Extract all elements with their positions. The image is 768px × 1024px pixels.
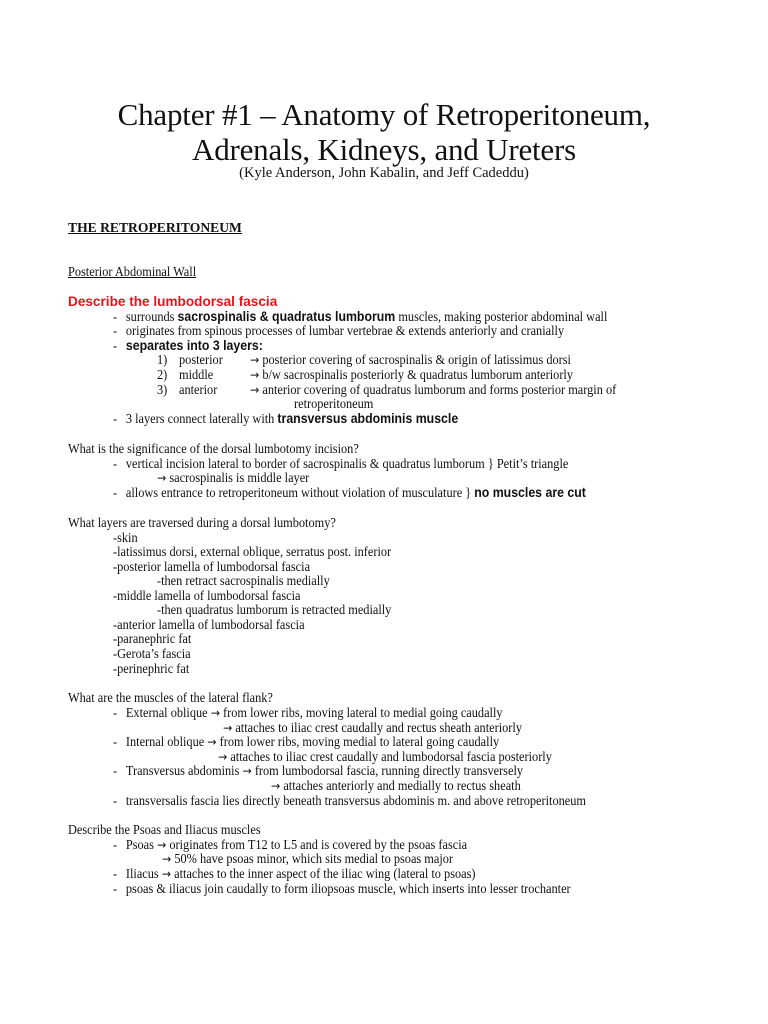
arrow-icon: → xyxy=(242,764,252,778)
arrow-icon: → xyxy=(210,706,220,720)
layer-number: 2) xyxy=(157,367,168,382)
layer-description: → anterior covering of quadratus lumborum and forms posterior margin of xyxy=(250,382,617,397)
arrow-icon: → xyxy=(218,750,228,764)
layer-item: -anterior lamella of lumbodorsal fascia xyxy=(113,617,305,632)
layer-description: → posterior covering of sacrospinalis & origin of latissimus dorsi xyxy=(250,352,571,367)
layer-number: 3) xyxy=(157,382,168,397)
question-layers-traversed: What layers are traversed during a dorsal lumbotomy? xyxy=(68,515,336,530)
arrow-icon: → xyxy=(161,867,172,881)
bullet-line: - 3 layers connect laterally with transversus abdominis muscle xyxy=(113,411,459,426)
bullet-line: - Iliacus → attaches to the inner aspect of the iliac wing (lateral to psoas) xyxy=(113,866,476,881)
question-lumbodorsal-fascia: Describe the lumbodorsal fascia xyxy=(68,294,278,309)
arrow-icon: → xyxy=(207,735,217,749)
layer-item: -latissimus dorsi, external oblique, serratus post. inferior xyxy=(113,544,392,559)
arrow-icon: → xyxy=(157,471,167,485)
bullet-line: - Transversus abdominis → from lumbodorsal fascia, running directly transversely xyxy=(113,763,524,778)
question-psoas-iliacus: Describe the Psoas and Iliacus muscles xyxy=(68,822,261,837)
subsection-heading: Posterior Abdominal Wall xyxy=(68,264,197,279)
layer-item: -middle lamella of lumbodorsal fascia xyxy=(113,588,301,603)
arrow-icon: → xyxy=(162,852,172,866)
section-heading: THE RETROPERITONEUM xyxy=(68,220,242,235)
arrow-icon: → xyxy=(250,383,260,397)
sub-arrow-line: → 50% have psoas minor, which sits medial to psoas major xyxy=(162,851,454,866)
bullet-line: - Internal oblique → from lower ribs, moving medial to lateral going caudally xyxy=(113,734,500,749)
sub-arrow-line: → attaches to iliac crest caudally and rectus sheath anteriorly xyxy=(223,720,522,735)
arrow-icon: → xyxy=(223,721,233,735)
arrow-icon: → xyxy=(157,838,167,852)
layer-name: posterior xyxy=(179,352,223,367)
arrow-icon: → xyxy=(271,779,281,793)
layer-name: anterior xyxy=(179,382,218,397)
bullet-line: - surrounds sacrospinalis & quadratus lumborum muscles, making posterior abdominal wall xyxy=(113,309,608,324)
layer-description-continued: retroperitoneum xyxy=(294,396,374,411)
layer-description: → b/w sacrospinalis posteriorly & quadratus lumborum anteriorly xyxy=(250,367,574,382)
bullet-line: - originates from spinous processes of lumbar vertebrae & extends anteriorly and cranially xyxy=(113,323,565,338)
chapter-title-line-2: Adrenals, Kidneys, and Ureters xyxy=(192,132,576,167)
layer-item: -skin xyxy=(113,530,138,545)
layer-item: -Gerota’s fascia xyxy=(113,646,191,661)
bullet-line: - transversalis fascia lies directly beneath transversus abdominis m. and above retroperitoneum xyxy=(113,793,587,808)
bullet-line: - allows entrance to retroperitoneum without violation of musculature } no muscles are cut xyxy=(113,485,586,500)
question-lateral-flank: What are the muscles of the lateral flank? xyxy=(68,690,273,705)
bullet-line: - External oblique → from lower ribs, moving lateral to medial going caudally xyxy=(113,705,503,720)
sub-arrow-line: → attaches to iliac crest caudally and lumbodorsal fascia posteriorly xyxy=(218,749,552,764)
layer-number: 1) xyxy=(157,352,168,367)
layer-item: -paranephric fat xyxy=(113,631,192,646)
arrow-icon: → xyxy=(250,353,260,367)
bullet-line: - Psoas → originates from T12 to L5 and is covered by the psoas fascia xyxy=(113,837,468,852)
authors: (Kyle Anderson, John Kabalin, and Jeff Cadeddu) xyxy=(239,165,529,181)
arrow-icon: → xyxy=(250,368,260,382)
layer-item-indented: -then retract sacrospinalis medially xyxy=(157,573,330,588)
layer-item: -posterior lamella of lumbodorsal fascia xyxy=(113,559,311,574)
question-dorsal-lumbotomy: What is the significance of the dorsal lumbotomy incision? xyxy=(68,441,359,456)
bullet-line: - psoas & iliacus join caudally to form iliopsoas muscle, which inserts into lesser trochanter xyxy=(113,881,571,896)
bullet-line: - separates into 3 layers: xyxy=(113,338,263,353)
layer-name: middle xyxy=(179,367,214,382)
bullet-line: - vertical incision lateral to border of sacrospinalis & quadratus lumborum } Petit’s triangle xyxy=(113,456,569,471)
layer-item-indented: -then quadratus lumborum is retracted medially xyxy=(157,602,392,617)
sub-arrow-line: → sacrospinalis is middle layer xyxy=(157,470,310,485)
chapter-title-line-1: Chapter #1 – Anatomy of Retroperitoneum, xyxy=(117,97,651,132)
sub-arrow-line: → attaches anteriorly and medially to rectus sheath xyxy=(271,778,521,793)
layer-item: -perinephric fat xyxy=(113,661,190,676)
